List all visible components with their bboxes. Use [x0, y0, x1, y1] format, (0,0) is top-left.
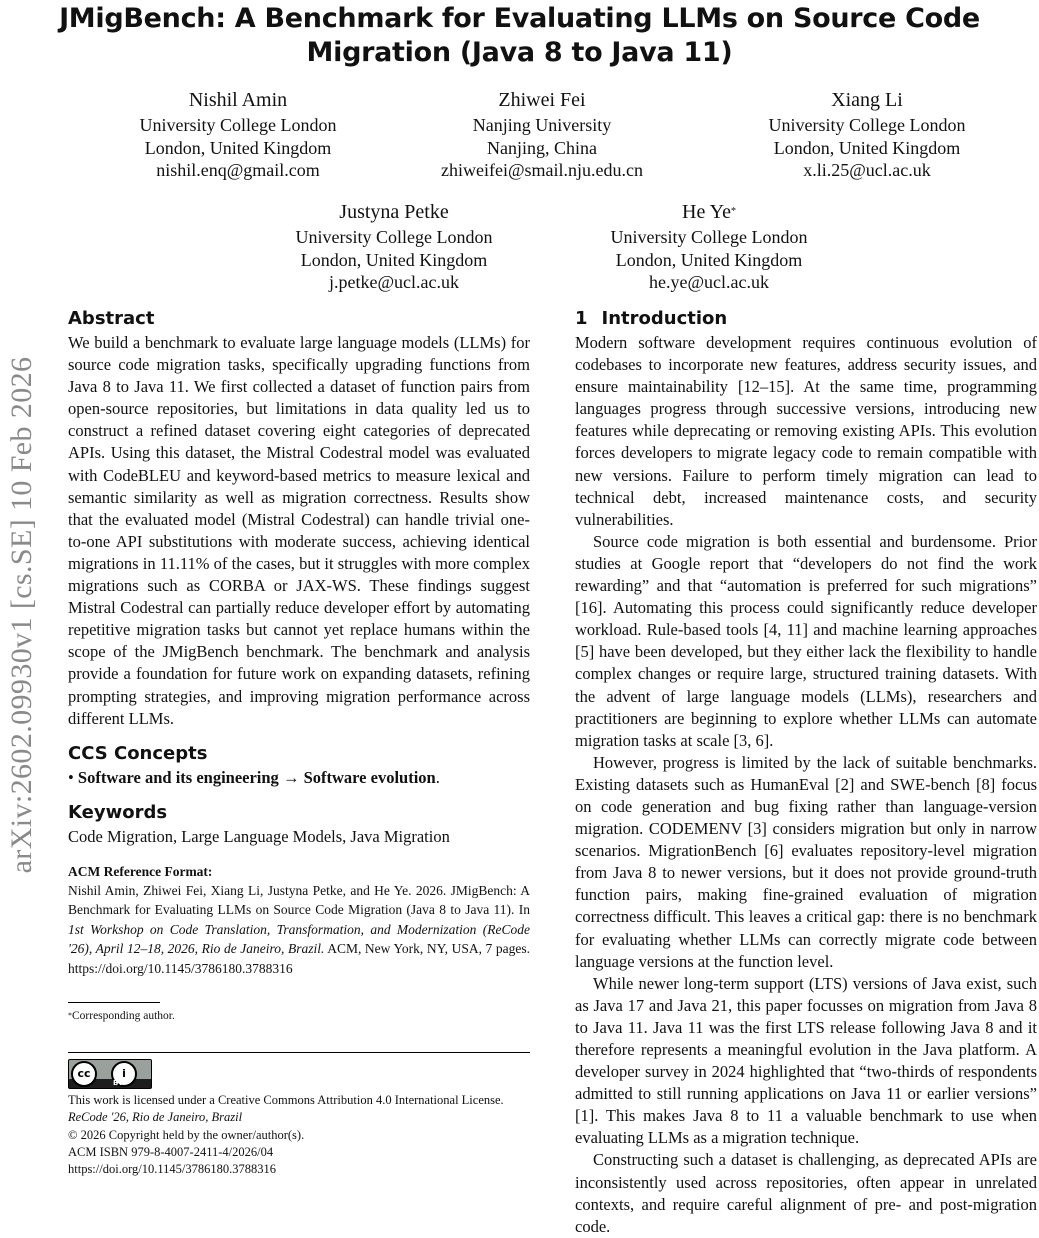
license-venue — [68, 1109, 530, 1126]
author-name — [589, 199, 829, 225]
author-email: zhiweifei@smail.nju.edu.cn — [440, 160, 644, 181]
acm-ref-venue: 1st Workshop on Code Translation, Transformation, and Modernization (ReCode '26), April 12–18, 2026, Rio de Janeiro, Brazil. — [68, 921, 530, 957]
intro-paragraph: While newer long-term support (LTS) versions of Java exist, such as Java 17 and Java 21, this paper focusses on migration from Java 8 to Java 11. Java 11 was the first LTS release following Java 8 and it therefore represents a meaningful evolution in the Java platform. A developer survey in 2024 highlighted that “two-thirds of respondents admitted to still running applications on Java 11 or earlier versions” [1]. This makes Java 8 to 11 a valuable benchmark to use when evaluating LLMs as a migration technique. — [575, 973, 1037, 1148]
author-location: London, United Kingdom — [300, 249, 488, 270]
ccs-end: . — [435, 767, 440, 787]
author-affiliation: Nanjing University — [472, 115, 612, 135]
acm-ref-part-a: Nishil Amin, Zhiwei Fei, Xiang Li, Justyna Petke, and He Ye. 2026. JMigBench: A Benchmark for Evaluating LLMs on Source Code Migration (Java 8 to Java 11). In — [68, 882, 530, 918]
author-location: Nanjing, China — [487, 137, 597, 158]
author-location: London, United Kingdom — [144, 137, 332, 158]
license-line: This work is licensed under a Creative Commons Attribution 4.0 International License. — [68, 1093, 504, 1108]
license-copyright: © 2026 Copyright held by the owner/author(s). — [68, 1127, 305, 1142]
ccs-concepts — [68, 767, 530, 789]
right-column — [575, 306, 1037, 1238]
author-name-text: He Ye — [682, 201, 731, 223]
author-email: x.li.25@ucl.ac.uk — [803, 160, 931, 181]
license-block — [68, 1092, 530, 1178]
ccs-term-1: Software and its engineering — [77, 767, 279, 787]
cc-icon: cc — [71, 1061, 97, 1087]
cc-by-badge — [68, 1059, 152, 1089]
left-column — [68, 306, 530, 1178]
author-affiliation: University College London — [610, 227, 808, 247]
author-block — [274, 199, 514, 294]
author-location: London, United Kingdom — [773, 137, 961, 158]
intro-paragraph: However, progress is limited by the lack of suitable benchmarks. Existing datasets such as HumanEval [2] and SWE-bench [8] focus on code generation and bug fixing rather than language-version migration. CODEMENV [3] considers migration but only in narrow scenarios. MigrationBench [6] evaluates repository-level migration from Java 8 to newer versions, but it does not provide ground-truth function pairs, making fine-grained evaluation of migration correctness difficult. This leaves a critical gap: there is no benchmark for evaluating whether LLMs can correctly migrate code between language versions at the function level. — [575, 752, 1037, 971]
abstract-heading: Abstract — [68, 308, 155, 329]
license-isbn: ACM ISBN 979-8-4007-2411-4/2026/04 — [68, 1144, 274, 1159]
ccs-heading: CCS Concepts — [68, 742, 208, 764]
license-venue-text: ReCode '26, Rio de Janeiro, Brazil — [68, 1110, 243, 1125]
author-affiliation: University College London — [139, 115, 337, 135]
license-divider — [68, 1052, 530, 1053]
keywords-text: Code Migration, Large Language Models, Java Migration — [68, 826, 450, 846]
author-email: j.petke@ucl.ac.uk — [328, 272, 460, 293]
acm-ref-heading: ACM Reference Format: — [68, 863, 213, 879]
title-line-1: JMigBench: A Benchmark for Evaluating LLMs on Source Code — [59, 3, 980, 34]
author-affiliation: University College London — [295, 227, 493, 247]
author-block — [747, 87, 987, 182]
attribution-icon: i — [111, 1061, 137, 1087]
author-email: he.ye@ucl.ac.uk — [648, 272, 770, 293]
author-block — [589, 199, 829, 294]
footnote — [68, 1008, 530, 1024]
author-name: Xiang Li — [831, 89, 903, 111]
license-doi: https://doi.org/10.1145/3786180.3788316 — [68, 1162, 276, 1177]
ccs-bullet: • — [68, 767, 74, 787]
intro-heading — [575, 306, 1037, 332]
footnote-divider — [68, 1002, 160, 1003]
author-email: nishil.enq@gmail.com — [156, 160, 320, 181]
author-location: London, United Kingdom — [615, 249, 803, 270]
section-title: Introduction — [601, 308, 728, 329]
acm-ref-text — [68, 881, 530, 979]
intro-paragraph: Modern software development requires continuous evolution of codebases to incorporate new features, address security issues, and ensure maintainability [12–15]. At the same time, programming languages progress through successive versions, introducing new features while deprecating or removing existing APIs. This evolution forces developers to migrate legacy code to remain compatible with new versions. Failure to perform timely migration can lead to technical debt, increased maintenance costs, and security vulnerabilities. — [575, 333, 1037, 529]
corresponding-mark: * — [730, 206, 736, 217]
paper-title — [0, 2, 1039, 70]
author-name: Justyna Petke — [339, 201, 449, 223]
author-block — [118, 87, 358, 182]
footnote-text: Corresponding author. — [72, 1010, 175, 1023]
arxiv-stamp: arXiv:2602.09930v1 [cs.SE] 10 Feb 2026 — [5, 356, 38, 874]
acm-ref-part-b: ACM, New York, NY, USA, 7 pages. https://doi.org/10.1145/3786180.3788316 — [68, 941, 530, 976]
abstract-text: We build a benchmark to evaluate large language models (LLMs) for source code migration tasks, specifically upgrading functions from Java 8 to Java 11. We first collected a dataset of function pairs from open-source repositories, but limitations in data quality led us to construct a refined dataset covering eight categories of deprecated APIs. Using this dataset, the Mistral Codestral model was evaluated with CodeBLEU and keyword-based metrics to measure lexical and semantic similarity as well as migration correctness. Results show that the evaluated model (Mistral Codestral) can handle trivial one-to-one API substitutions with moderate success, achieving identical migrations in 11.11% of the cases, but it struggles with more complex migrations such as CORBA or JAX-WS. These findings suggest Mistral Codestral can partially reduce developer effort by automating repetitive migration tasks but cannot yet replace humans within the scope of the JMigBench benchmark. The benchmark and analysis provide a foundation for future work on expanding datasets, refining prompting strategies, and improving migration performance across different LLMs. — [68, 333, 530, 728]
author-affiliation: University College London — [768, 115, 966, 135]
intro-paragraph: Source code migration is both essential and burdensome. Prior studies at Google report that “developers do not find the work rewarding” and that “automation is preferred for such migrations” [16]. Automating this process could significantly reduce developer workload. Rule-based tools [4, 11] and machine learning approaches [5] have been developed, but they either lack the flexibility to handle complex changes or require large, structured training datasets. With the advent of large language models (LLMs), researchers and practitioners are beginning to explore whether LLMs can automate migration tasks at scale [3, 6]. — [575, 531, 1037, 750]
ccs-arrow: → — [282, 767, 300, 787]
author-name: Zhiwei Fei — [498, 89, 586, 111]
ccs-term-2: Software evolution — [303, 767, 436, 787]
title-line-2: Migration (Java 8 to Java 11) — [306, 37, 733, 68]
intro-paragraph: Constructing such a dataset is challenging, as deprecated APIs are inconsistently used across repositories, often appear in unrelated contexts, and require careful alignment of pre- and post-migration code. — [575, 1150, 1037, 1236]
section-number: 1 — [575, 308, 588, 329]
author-name: Nishil Amin — [188, 89, 288, 111]
footnote-mark: * — [68, 1011, 72, 1021]
by-label: BY — [113, 1079, 124, 1088]
keywords-heading: Keywords — [68, 801, 168, 823]
author-block — [422, 87, 662, 182]
